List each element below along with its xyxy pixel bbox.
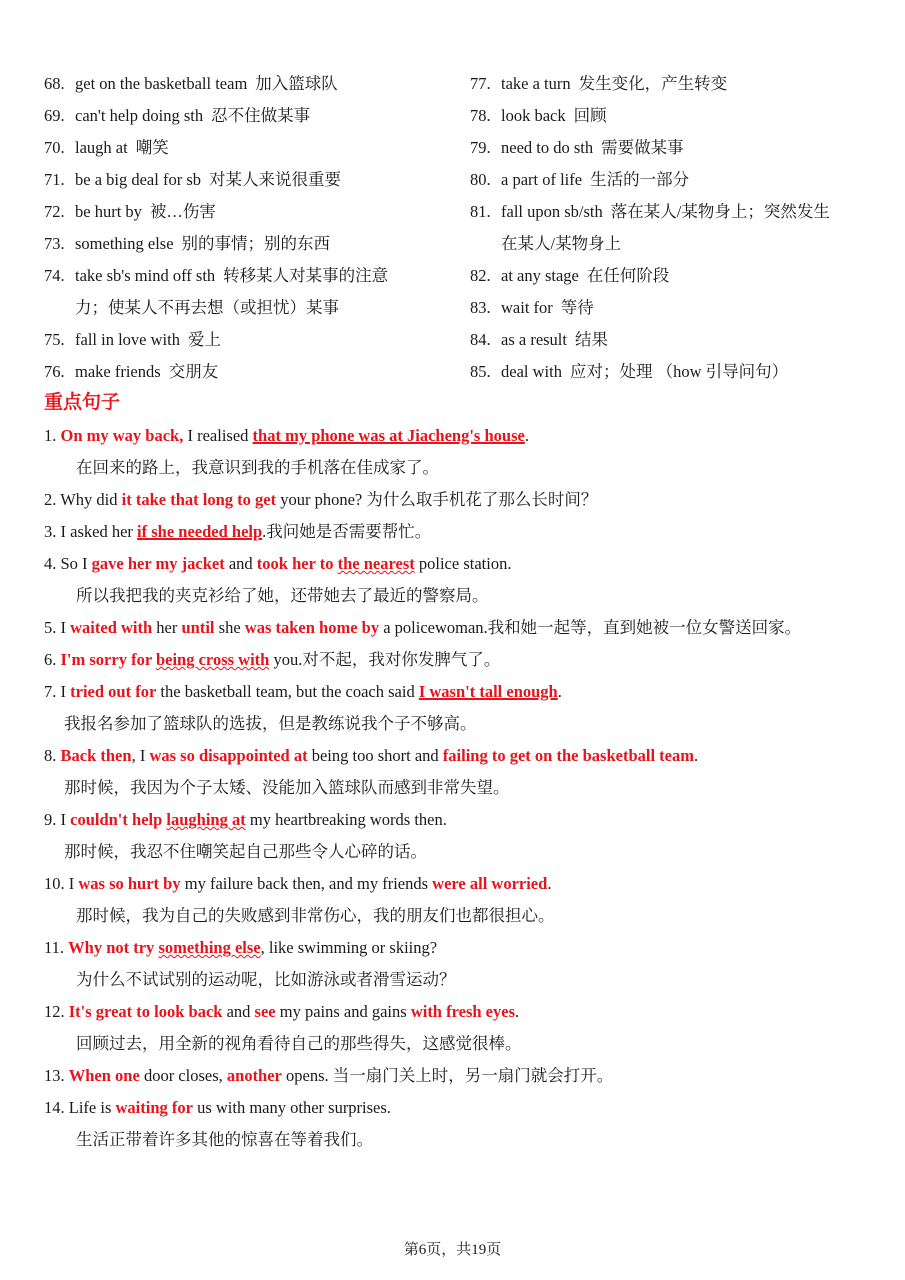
sentence-number: 5. <box>44 618 61 637</box>
phrase-item <box>44 260 454 324</box>
sentence-english <box>44 516 894 548</box>
key-phrase: gave her my jacket <box>91 554 225 573</box>
key-phrase: until <box>181 618 215 637</box>
sentence-translation: 所以我把我的夹克衫给了她，还带她去了最近的警察局。 <box>76 586 489 605</box>
sentence-text: my pains and gains <box>275 1002 411 1021</box>
sentence-item <box>44 740 894 804</box>
phrase-item <box>470 196 890 260</box>
sentence-text: I <box>60 682 71 701</box>
phrase-english: laugh at <box>75 138 128 157</box>
phrase-english: take a turn <box>501 74 571 93</box>
key-phrase: When one <box>68 1066 140 1085</box>
phrase-english: as a result <box>501 330 567 349</box>
phrase-item <box>44 356 454 388</box>
phrase-number: 77. <box>470 74 491 93</box>
phrase-chinese: 爱上 <box>187 330 221 349</box>
sentence-item <box>44 548 894 612</box>
phrase-chinese: 需要做某事 <box>601 138 684 157</box>
sentence-text: I <box>60 618 71 637</box>
phrase-english: need to do sth <box>501 138 594 157</box>
phrase-chinese: 转移某人对某事的注意 <box>223 266 389 285</box>
sentence-number: 6. <box>44 650 61 669</box>
sentence-translation: 为什么不试试别的运动呢，比如游泳或者滑雪运动？ <box>76 970 456 989</box>
sentence-text: the basketball team, but the coach said <box>156 682 419 701</box>
sentence-english <box>44 996 894 1028</box>
sentence-text: my failure back then, and my friends <box>180 874 433 893</box>
phrase-item <box>470 324 890 356</box>
sentence-item <box>44 676 894 740</box>
sentence-text: her <box>152 618 182 637</box>
key-phrase: I wasn't tall enough <box>418 682 558 701</box>
sentence-item <box>44 1092 894 1156</box>
sentence-item <box>44 644 894 676</box>
sentence-number: 7. <box>44 682 61 701</box>
sentence-number: 10. <box>44 874 69 893</box>
sentence-text: your phone? 为什么取手机花了那么长时间？ <box>276 490 598 509</box>
key-phrase: tried out for <box>70 682 157 701</box>
sentence-number: 11. <box>44 938 69 957</box>
key-phrase: it take that long to get <box>121 490 277 509</box>
key-phrase: if she needed help <box>137 522 263 541</box>
sentence-english <box>44 676 894 708</box>
key-phrase: were all worried <box>432 874 548 893</box>
key-phrase: I'm sorry for <box>60 650 156 669</box>
sentence-text: , like swimming or skiing? <box>260 938 438 957</box>
phrase-number: 68. <box>44 74 65 93</box>
phrase-item <box>470 100 890 132</box>
sentence-english <box>44 484 894 516</box>
phrase-english: fall upon sb/sth <box>501 202 603 221</box>
phrase-number: 79. <box>470 138 491 157</box>
key-phrase: laughing at <box>166 810 246 829</box>
phrase-item <box>470 68 890 100</box>
sentence-item <box>44 996 894 1060</box>
key-phrase: that my phone was at Jiacheng's house <box>252 426 525 445</box>
phrase-item <box>44 196 454 228</box>
key-phrase: couldn't help <box>70 810 167 829</box>
sentence-text: . <box>557 682 562 701</box>
phrase-chinese: 别的事情；别的东西 <box>181 234 331 253</box>
sentence-text: and <box>224 554 257 573</box>
sentence-translation: 那时候，我因为个子太矮、没能加入篮球队而感到非常失望。 <box>64 778 510 797</box>
sentence-item <box>44 516 894 548</box>
phrase-number: 81. <box>470 202 491 221</box>
key-phrase: It's great to look back <box>68 1002 223 1021</box>
phrase-chinese: 应对；处理 （how 引导问句） <box>569 362 789 381</box>
sentence-text: and <box>222 1002 255 1021</box>
phrase-item <box>44 164 454 196</box>
sentence-text: us with many other surprises. <box>192 1098 391 1117</box>
phrase-number: 72. <box>44 202 65 221</box>
sentence-text: . <box>547 874 552 893</box>
phrase-number: 71. <box>44 170 65 189</box>
phrase-english: be a big deal for sb <box>75 170 201 189</box>
key-phrase: waiting for <box>115 1098 193 1117</box>
key-phrase: see <box>254 1002 276 1021</box>
sentence-item <box>44 932 894 996</box>
phrase-english: make friends <box>75 362 161 381</box>
phrase-item <box>44 228 454 260</box>
sentence-text: Why did <box>60 490 122 509</box>
sentence-text: .我问她是否需要帮忙。 <box>262 522 432 541</box>
phrase-number: 80. <box>470 170 491 189</box>
sentence-translation: 生活正带着许多其他的惊喜在等着我们。 <box>76 1130 373 1149</box>
sentence-translation: 那时候，我忍不住嘲笑起自己那些令人心碎的话。 <box>64 842 427 861</box>
sentence-english <box>44 868 894 900</box>
sentence-text: Life is <box>68 1098 116 1117</box>
sentence-number: 9. <box>44 810 61 829</box>
sentence-number: 4. <box>44 554 61 573</box>
key-phrase: another <box>226 1066 282 1085</box>
sentence-translation: 我报名参加了篮球队的选拔，但是教练说我个子不够高。 <box>64 714 477 733</box>
sentence-translation: 回顾过去，用全新的视角看待自己的那些得失，这感觉很棒。 <box>76 1034 522 1053</box>
key-phrase: Why not try <box>68 938 159 957</box>
phrase-item <box>470 164 890 196</box>
sentence-english <box>44 740 894 772</box>
sentence-english <box>44 932 894 964</box>
phrase-chinese: 回顾 <box>573 106 607 125</box>
sentence-text: I asked her <box>60 522 138 541</box>
section-title: 重点句子 <box>44 391 121 413</box>
sentence-text: I <box>60 810 71 829</box>
key-phrase: took her to <box>256 554 338 573</box>
sentence-number: 12. <box>44 1002 69 1021</box>
page-footer: 第6页，共19页 <box>403 1242 502 1258</box>
phrase-item <box>44 324 454 356</box>
phrase-english: deal with <box>501 362 562 381</box>
sentence-text: . <box>515 1002 520 1021</box>
phrase-chinese: 在任何阶段 <box>586 266 670 285</box>
phrase-list-right <box>470 68 890 388</box>
phrase-number: 82. <box>470 266 491 285</box>
key-phrase: something else <box>158 938 261 957</box>
phrase-number: 73. <box>44 234 65 253</box>
phrase-item <box>470 260 890 292</box>
sentence-text: So I <box>60 554 92 573</box>
sentence-english <box>44 804 894 836</box>
sentence-translation: 那时候，我为自己的失败感到非常伤心，我的朋友们也都很担心。 <box>76 906 555 925</box>
sentence-english <box>44 420 894 452</box>
phrase-english: wait for <box>501 298 553 317</box>
phrase-number: 74. <box>44 266 65 285</box>
sentence-text: you.对不起，我对你发脾气了。 <box>269 650 501 669</box>
sentence-number: 1. <box>44 426 61 445</box>
phrase-chinese: 加入篮球队 <box>255 74 338 93</box>
key-phrase: being cross with <box>155 650 270 669</box>
sentence-english <box>44 548 894 580</box>
sentence-english <box>44 1092 894 1124</box>
phrase-english: take sb's mind off sth <box>75 266 216 285</box>
phrase-english: a part of life <box>501 170 583 189</box>
sentence-text: I <box>68 874 79 893</box>
phrase-english: can't help doing sth <box>75 106 204 125</box>
phrase-english: at any stage <box>501 266 579 285</box>
phrase-number: 85. <box>470 362 491 381</box>
sentence-text: . <box>693 746 699 765</box>
phrase-chinese-continued: 力；使某人不再去想（或担忧）某事 <box>75 298 339 317</box>
sentence-text: , I <box>131 746 150 765</box>
sentence-item <box>44 868 894 932</box>
sentence-text: opens. 当一扇门关上时，另一扇门就会打开。 <box>281 1066 614 1085</box>
phrase-number: 76. <box>44 362 65 381</box>
sentence-text: door closes, <box>139 1066 227 1085</box>
phrase-item <box>44 132 454 164</box>
key-phrase: was so hurt by <box>78 874 181 893</box>
sentence-text: a policewoman.我和她一起等，直到她被一位女警送回家。 <box>379 618 802 637</box>
phrase-english: fall in love with <box>75 330 180 349</box>
phrase-number: 84. <box>470 330 491 349</box>
phrase-item <box>44 100 454 132</box>
phrase-item <box>470 356 890 388</box>
key-phrase: with fresh eyes <box>410 1002 515 1021</box>
sentence-item <box>44 1060 894 1092</box>
phrase-english: something else <box>75 234 174 253</box>
sentence-english <box>44 644 894 676</box>
sentence-item <box>44 612 894 644</box>
sentence-text: I realised <box>183 426 253 445</box>
phrase-chinese: 落在某人/某物身上；突然发生 <box>610 202 830 221</box>
phrase-number: 75. <box>44 330 65 349</box>
sentence-item <box>44 804 894 868</box>
phrase-chinese: 生活的一部分 <box>590 170 690 189</box>
key-phrase: Back then <box>60 746 132 765</box>
phrase-number: 69. <box>44 106 65 125</box>
phrase-english: look back <box>501 106 566 125</box>
sentence-number: 14. <box>44 1098 69 1117</box>
phrase-chinese: 对某人来说很重要 <box>209 170 341 189</box>
key-phrase: failing to get on the basketball team <box>442 746 694 765</box>
sentence-number: 8. <box>44 746 61 765</box>
phrase-number: 83. <box>470 298 491 317</box>
sentence-translation: 在回来的路上，我意识到我的手机落在佳成家了。 <box>76 458 439 477</box>
phrase-chinese: 等待 <box>560 298 594 317</box>
phrase-english: be hurt by <box>75 202 142 221</box>
key-phrase: was so disappointed at <box>149 746 308 765</box>
phrase-number: 78. <box>470 106 491 125</box>
sentence-number: 2. <box>44 490 61 509</box>
sentence-text: my heartbreaking words then. <box>245 810 447 829</box>
phrase-chinese: 发生变化，产生转变 <box>578 74 728 93</box>
sentence-text: . <box>524 426 529 445</box>
sentence-text: she <box>214 618 245 637</box>
phrase-chinese: 被…伤害 <box>149 202 216 221</box>
phrase-chinese: 交朋友 <box>168 362 219 381</box>
phrase-list-left <box>44 68 454 388</box>
sentence-item <box>44 484 894 516</box>
phrase-chinese: 忍不住做某事 <box>211 106 311 125</box>
key-phrase: the nearest <box>337 554 415 573</box>
sentence-text: police station. <box>414 554 512 573</box>
key-phrase: waited with <box>70 618 153 637</box>
sentence-english <box>44 612 894 644</box>
sentence-english <box>44 1060 894 1092</box>
phrase-number: 70. <box>44 138 65 157</box>
phrase-chinese: 嘲笑 <box>135 138 169 157</box>
phrase-item <box>44 68 454 100</box>
phrase-item <box>470 292 890 324</box>
phrase-english: get on the basketball team <box>75 74 248 93</box>
sentence-number: 13. <box>44 1066 69 1085</box>
sentence-text: being too short and <box>307 746 443 765</box>
sentence-item <box>44 420 894 484</box>
key-phrase: On my way back, <box>60 426 184 445</box>
phrase-chinese-continued: 在某人/某物身上 <box>501 234 622 253</box>
phrase-chinese: 结果 <box>574 330 608 349</box>
sentence-list <box>44 420 894 1156</box>
phrase-item <box>470 132 890 164</box>
sentence-number: 3. <box>44 522 61 541</box>
key-phrase: was taken home by <box>244 618 380 637</box>
